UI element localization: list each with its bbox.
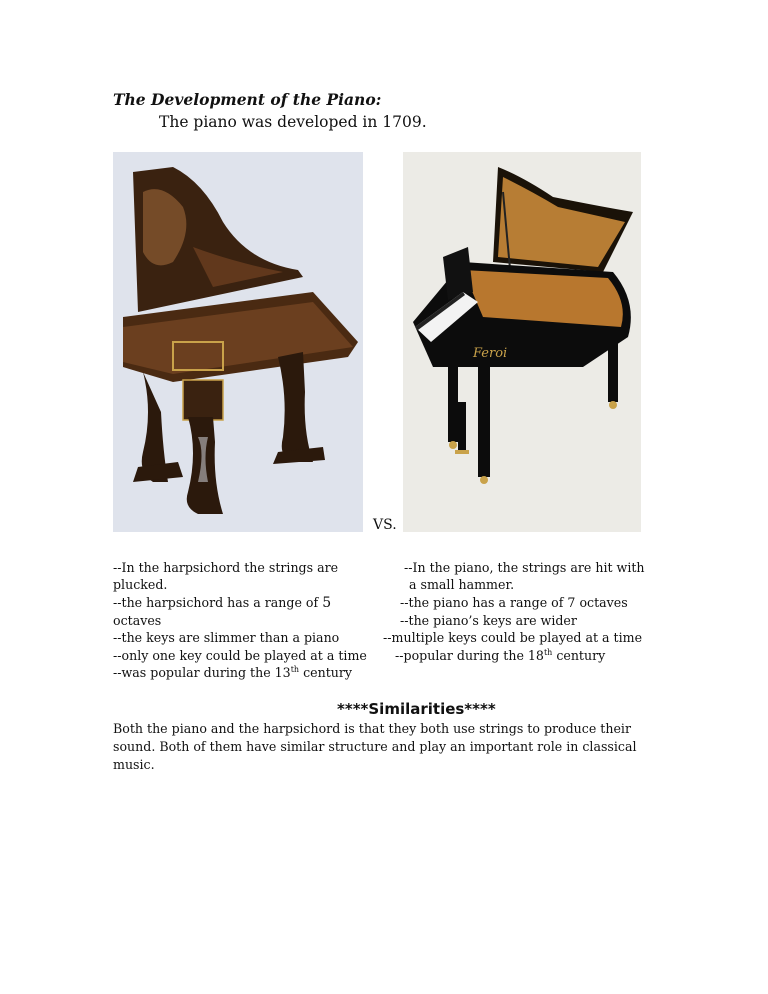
harpsichord-point-2 xyxy=(113,594,331,612)
grand-piano-photo xyxy=(403,152,641,532)
piano-point-5 xyxy=(395,647,605,664)
piano-point-5-end: century xyxy=(552,648,606,663)
piano-point-4: --multiple keys could be played at a time xyxy=(383,630,643,645)
harpsichord-point-5-end: century xyxy=(299,665,353,680)
harpsichord-point-5-sup: th xyxy=(290,664,300,674)
harpsichord-point-2-text: --the harpsichord has a range of xyxy=(113,595,319,610)
piano-point-2: --the piano has a range of 7 octaves xyxy=(400,595,628,610)
page-title: The Development of the Piano: xyxy=(113,90,382,109)
similarities-heading: ****Similarities**** xyxy=(337,700,496,718)
page-subtitle: The piano was developed in 1709. xyxy=(159,113,427,131)
harpsichord-point-3: --the keys are slimmer than a piano xyxy=(113,630,340,645)
piano-point-1: --In the piano, the strings are hit with xyxy=(404,560,645,575)
similarities-body: Both the piano and the harpsichord is that they both use strings to produce their sound. Both of them have similar structure and play an important role in classical music. xyxy=(113,721,637,772)
piano-brand-text: Feroi xyxy=(473,346,508,361)
harpsichord-octave-value: 5 xyxy=(322,595,332,611)
piano-point-1-cont: a small hammer. xyxy=(409,577,515,592)
piano-point-5-sup: th xyxy=(543,647,553,657)
harpsichord-point-1-cont: plucked. xyxy=(113,577,168,592)
harpsichord-point-4: --only one key could be played at a time xyxy=(113,648,367,663)
piano-point-5-text: --popular during the 18 xyxy=(395,648,544,663)
harpsichord-point-5 xyxy=(113,664,352,681)
harpsichord-point-2-cont: octaves xyxy=(113,613,162,628)
piano-point-3: --the piano’s keys are wider xyxy=(400,613,577,628)
harpsichord-point-5-text: --was popular during the 13 xyxy=(113,665,291,680)
harpsichord-point-1: --In the harpsichord the strings are xyxy=(113,560,339,575)
vs-label: VS. xyxy=(373,517,397,533)
harpsichord-photo xyxy=(113,152,363,532)
